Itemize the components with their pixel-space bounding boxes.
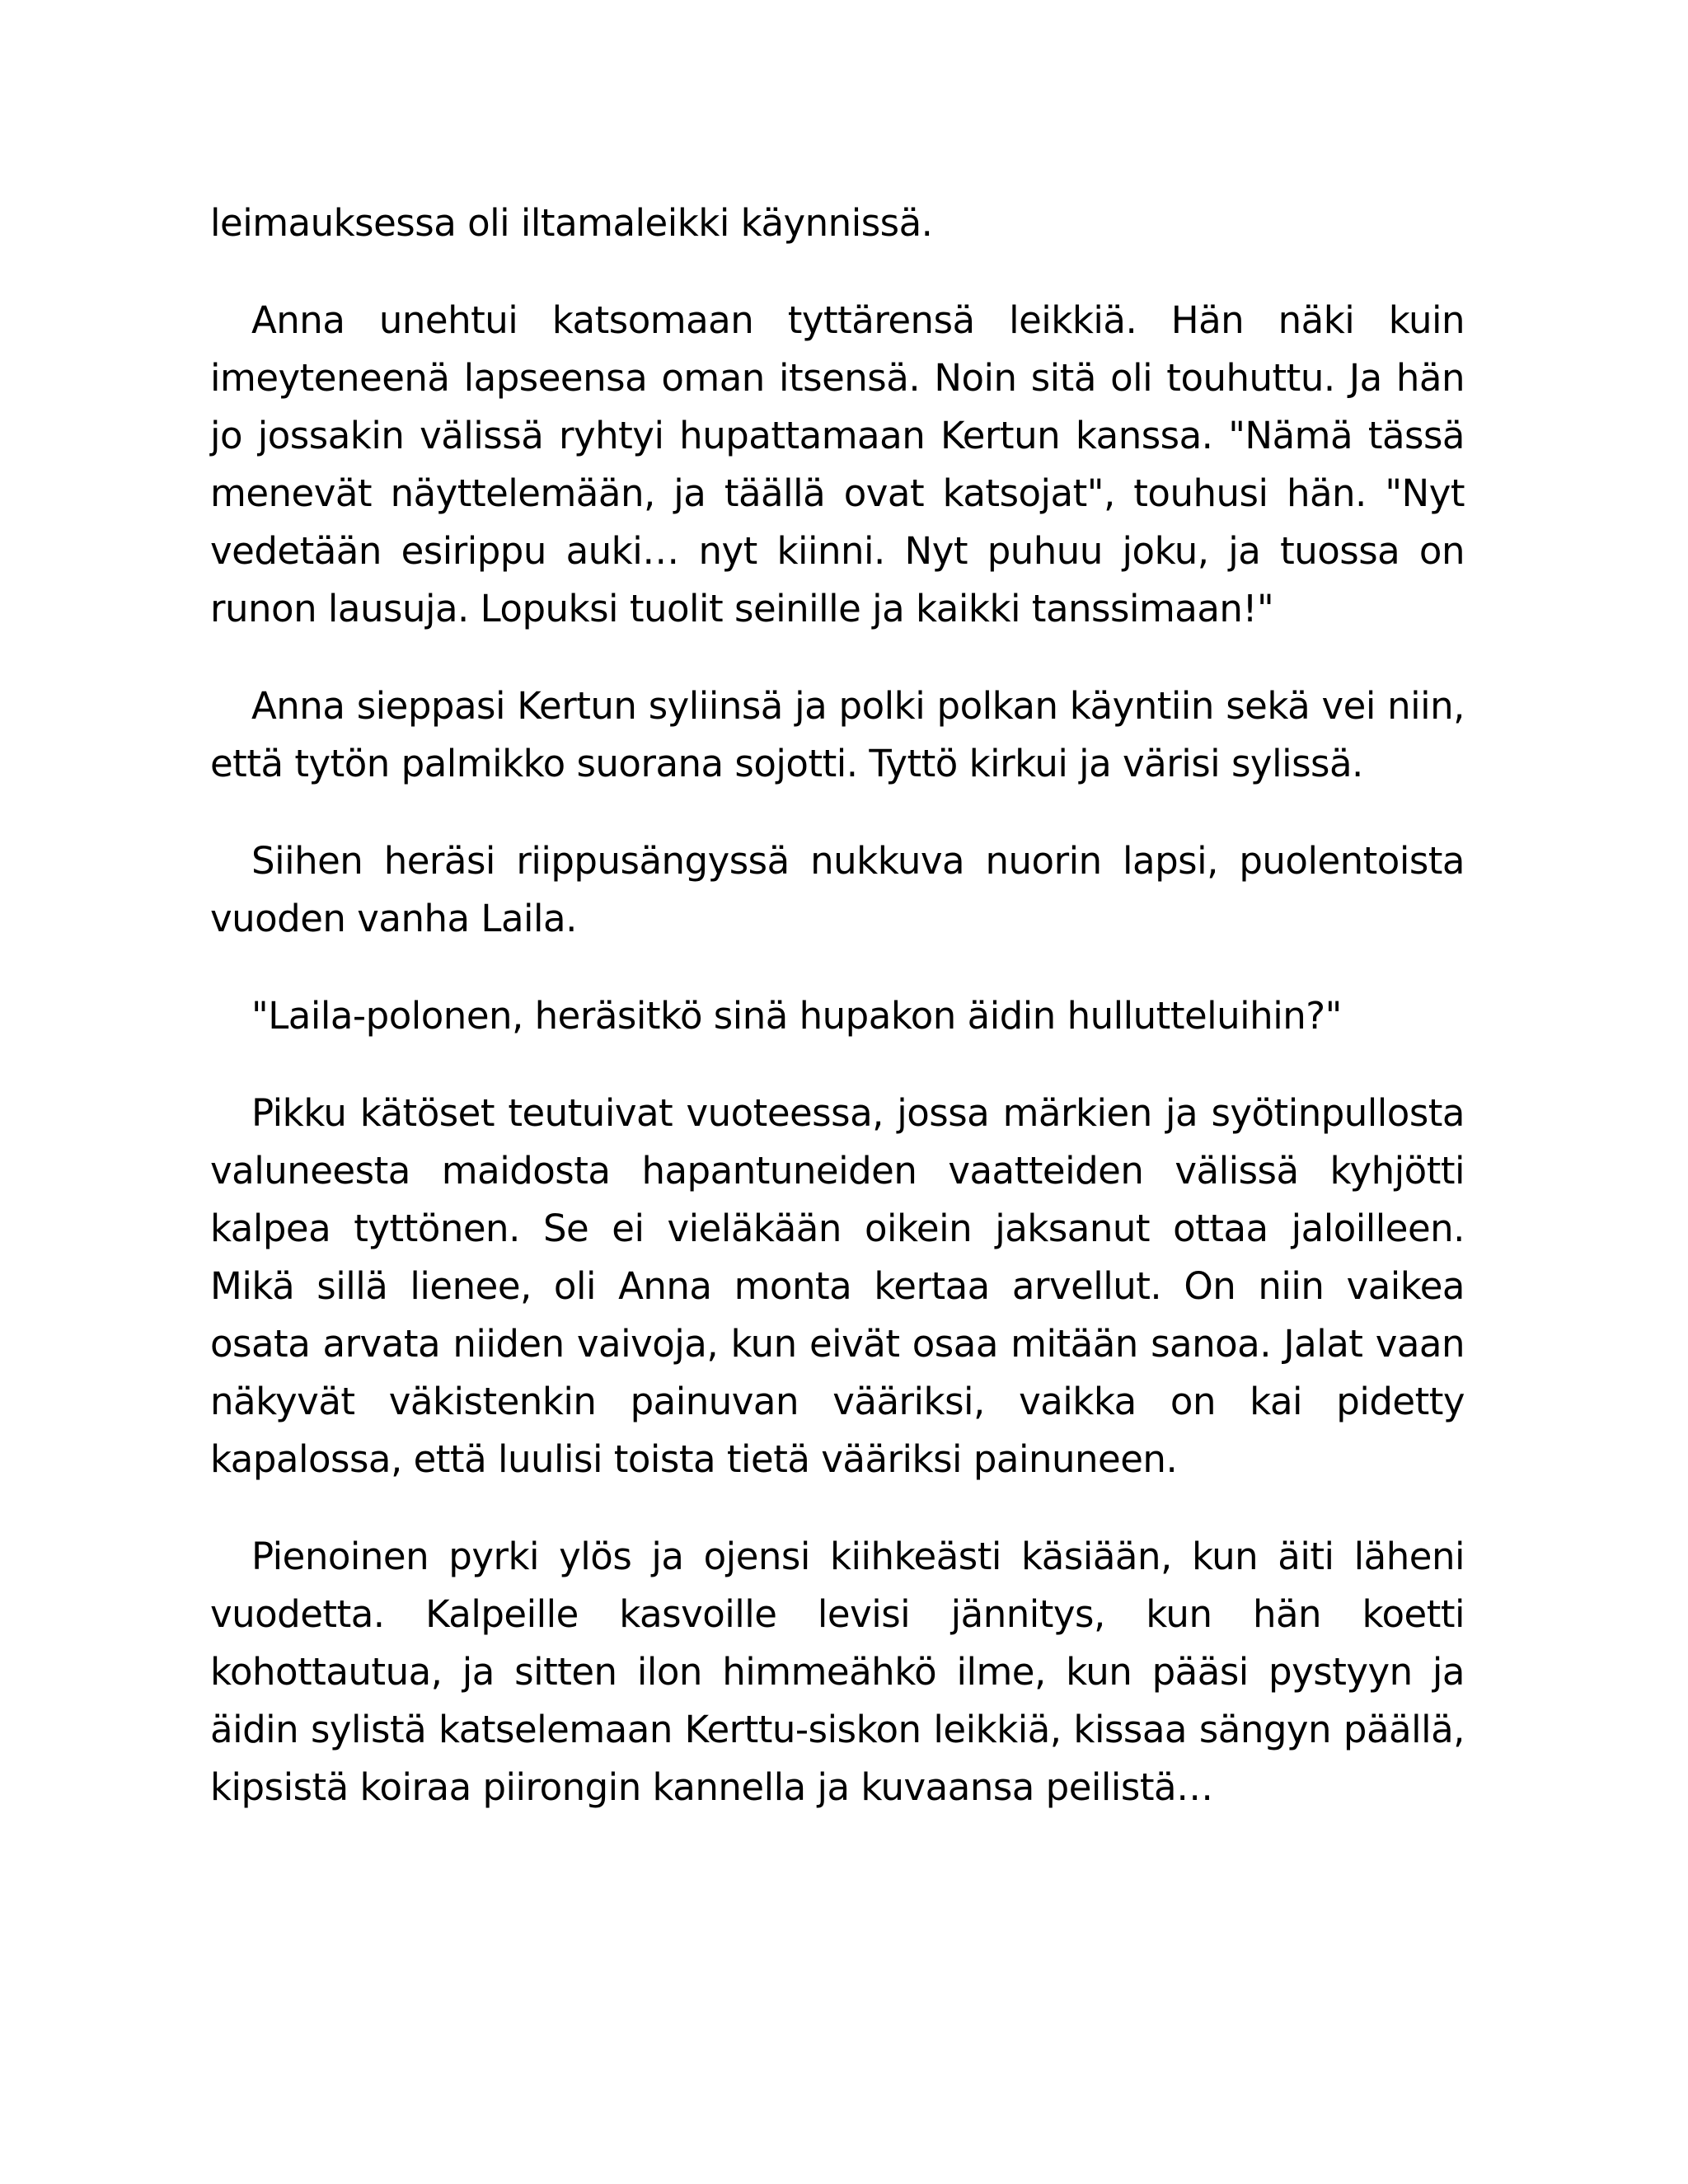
paragraph-cradle: Pikku kätöset teutuivat vuoteessa, jossa märkien ja syötinpullosta valuneesta maidosta hapantuneiden vaatteiden välissä kyhjötti kalpea tyttönen. Se ei vieläkään oikein jaksanut ottaa jaloilleen. Mikä sillä lienee, oli Anna monta kertaa arvellut. On niin vaikea osata arvata niiden vaivoja, kun eivät osaa mitään sanoa. Jalat vaan näkyvät väkistenkin painuvan vääriksi, vaikka on kai pidetty kapalossa, että luulisi toista tietä vääriksi painuneen. xyxy=(210,1091,1465,1481)
paragraph-mother-lifts: Pienoinen pyrki ylös ja ojensi kiihkeästi käsiään, kun äiti läheni vuodetta. Kalpeille kasvoille levisi jännitys, kun hän koetti kohottautua, ja sitten ilon himmeähkö ilme, kun pääsi pystyyn ja äidin sylistä katselemaan Kerttu-siskon leikkiä, kissaa sängyn päällä, kipsistä koiraa piirongin kannella ja kuvaansa peilistä… xyxy=(210,1535,1465,1809)
paragraph-laila-wakes: Siihen heräsi riippusängyssä nukkuva nuorin lapsi, puolentoista vuoden vanha Laila. xyxy=(210,839,1465,940)
paragraph-dialogue: "Laila-polonen, heräsitkö sinä hupakon äidin hullutteluihin?" xyxy=(251,994,1342,1038)
paragraph-polka: Anna sieppasi Kertun syliinsä ja polki polkan käyntiin sekä vei niin, että tytön palmikko suorana sojotti. Tyttö kirkui ja värisi sylissä. xyxy=(210,684,1465,785)
paragraph-continuation: leimauksessa oli iltamaleikki käynnissä. xyxy=(210,201,933,245)
document-page xyxy=(210,194,1465,1856)
paragraph-anna-watches: Anna unehtui katsomaan tyttärensä leikkiä. Hän näki kuin imeyteneenä lapseensa oman itsensä. Noin sitä oli touhuttu. Ja hän jo jossakin välissä ryhtyi hupattamaan Kertun kanssa. "Nämä tässä menevät näyttelemään, ja täällä ovat katsojat", touhusi hän. "Nyt vedetään esirippu auki… nyt kiinni. Nyt puhuu joku, ja tuossa on runon lausuja. Lopuksi tuolit seinille ja kaikki tanssimaan!" xyxy=(210,298,1465,630)
